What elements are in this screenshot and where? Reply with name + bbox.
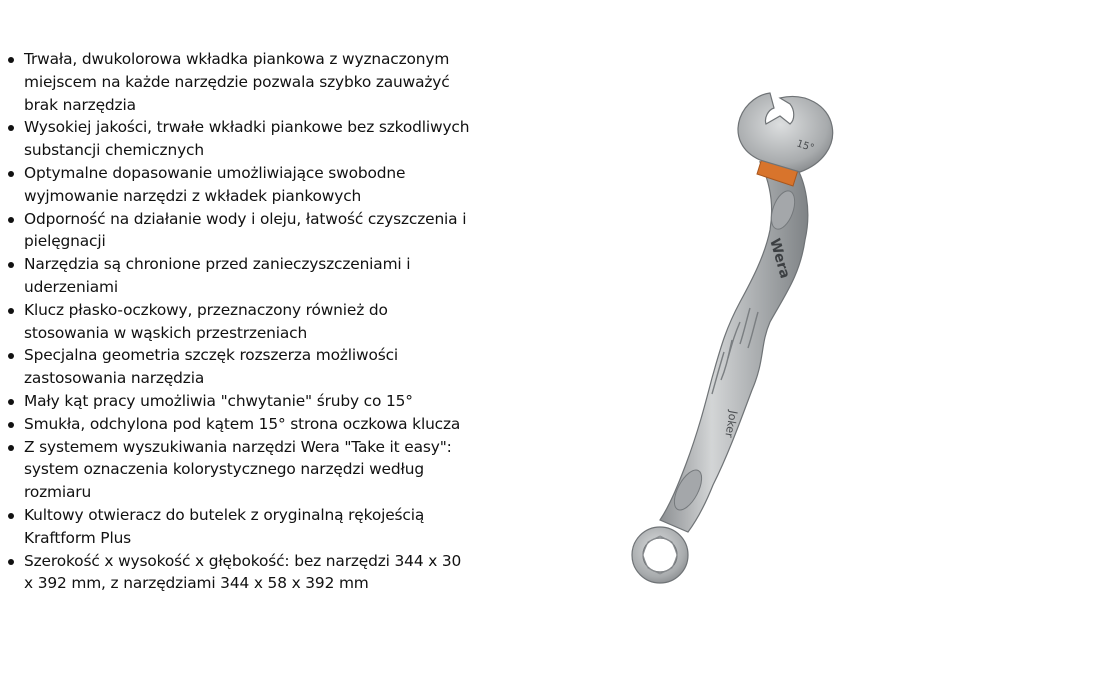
feature-item: Z systemem wyszukiwania narzędzi Wera "Take it easy": system oznaczenia kolorystycznego narzędzi według rozmiaru: [0, 436, 470, 504]
feature-item: Wysokiej jakości, trwałe wkładki piankowe bez szkodliwych substancji chemicznych: [0, 116, 470, 162]
combination-wrench-image: [600, 60, 960, 620]
feature-item: Specjalna geometria szczęk rozszerza możliwości zastosowania narzędzia: [0, 344, 470, 390]
feature-item: Szerokość x wysokość x głębokość: bez narzędzi 344 x 30 x 392 mm, z narzędziami 344 x 58 x 392 mm: [0, 550, 470, 596]
feature-item: Kultowy otwieracz do butelek z oryginalną rękojeścią Kraftform Plus: [0, 504, 470, 550]
ring-end-head: [632, 527, 688, 583]
feature-item: Odporność na działanie wody i oleju, łatwość czyszczenia i pielęgnacji: [0, 208, 470, 254]
feature-item: Smukła, odchylona pod kątem 15° strona oczkowa klucza: [0, 413, 470, 436]
model-text: Joker: [722, 409, 740, 439]
angle-mark-text: 15°: [795, 138, 816, 155]
feature-list: [0, 48, 470, 595]
feature-item: Optymalne dopasowanie umożliwiające swobodne wyjmowanie narzędzi z wkładek piankowych: [0, 162, 470, 208]
feature-item: Klucz płasko-oczkowy, przeznaczony również do stosowania w wąskich przestrzeniach: [0, 299, 470, 345]
brand-text: Wera: [766, 236, 793, 281]
open-end-head: [738, 93, 833, 172]
feature-item: Trwała, dwukolorowa wkładka piankowa z wyznaczonym miejscem na każde narzędzie pozwala szybko zauważyć brak narzędzia: [0, 48, 470, 116]
feature-item: Narzędzia są chronione przed zanieczyszczeniami i uderzeniami: [0, 253, 470, 299]
feature-item: Mały kąt pracy umożliwia "chwytanie" śruby co 15°: [0, 390, 470, 413]
